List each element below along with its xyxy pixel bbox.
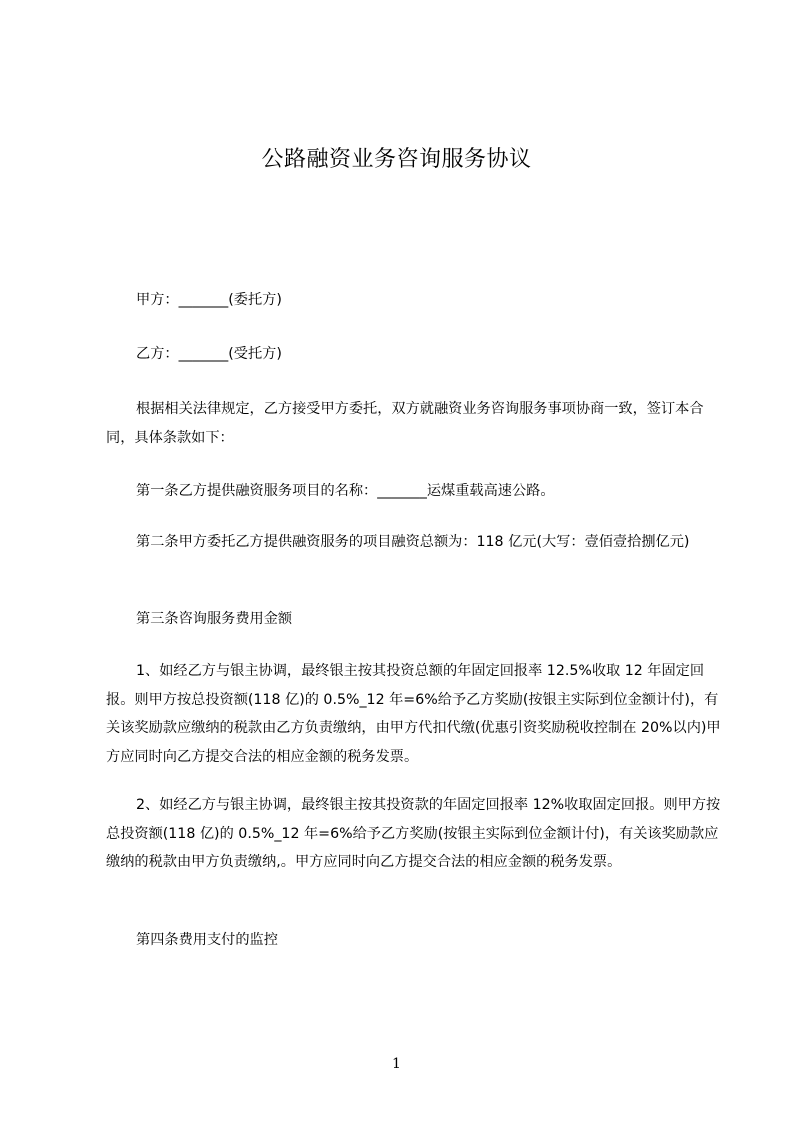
article-2: 第二条甲方委托乙方提供融资服务的项目融资总额为：118 亿元(大写：壹佰壹拾捌亿元): [136, 534, 690, 550]
article-3-item-1: 1、如经乙方与银主协调，最终银主按其投资总额的年固定回报率 12.5%收取 12 年固定回报。则甲方按总投资额(118 亿)的 0.5%_12 年=6%给予乙方奖励(按银主实际到位金额计付)，有关该奖励款应缴纳的税款由乙方负责缴纳，由甲方代扣代缴(优惠引资奖励税收控制在 20%以内)甲方应同时向乙方提交合法的相应金额的税务发票。: [106, 663, 721, 765]
preamble-paragraph: 根据相关法律规定，乙方接受甲方委托，双方就融资业务咨询服务事项协商一致，签订本合同，具体条款如下：: [106, 401, 704, 446]
page-number: 1: [392, 1056, 401, 1072]
article-3-heading: 第三条咨询服务费用金额: [136, 611, 293, 627]
party-a-line: 甲方：_______(委托方): [136, 292, 282, 308]
document-title: 公路融资业务咨询服务协议: [261, 147, 532, 172]
party-b-line: 乙方：_______(受托方): [136, 346, 282, 362]
article-1: 第一条乙方提供融资服务项目的名称：_______运煤重载高速公路。: [136, 483, 555, 499]
article-3-item-2: 2、如经乙方与银主协调，最终银主按其投资款的年固定回报率 12%收取固定回报。则甲方按总投资额(118 亿)的 0.5%_12 年=6%给予乙方奖励(按银主实际到位金额计付)，有关该奖励款应缴纳的税款由甲方负责缴纳,。甲方应同时向乙方提交合法的相应金额的税务发票。: [106, 797, 721, 870]
article-4-heading: 第四条费用支付的监控: [136, 932, 278, 948]
